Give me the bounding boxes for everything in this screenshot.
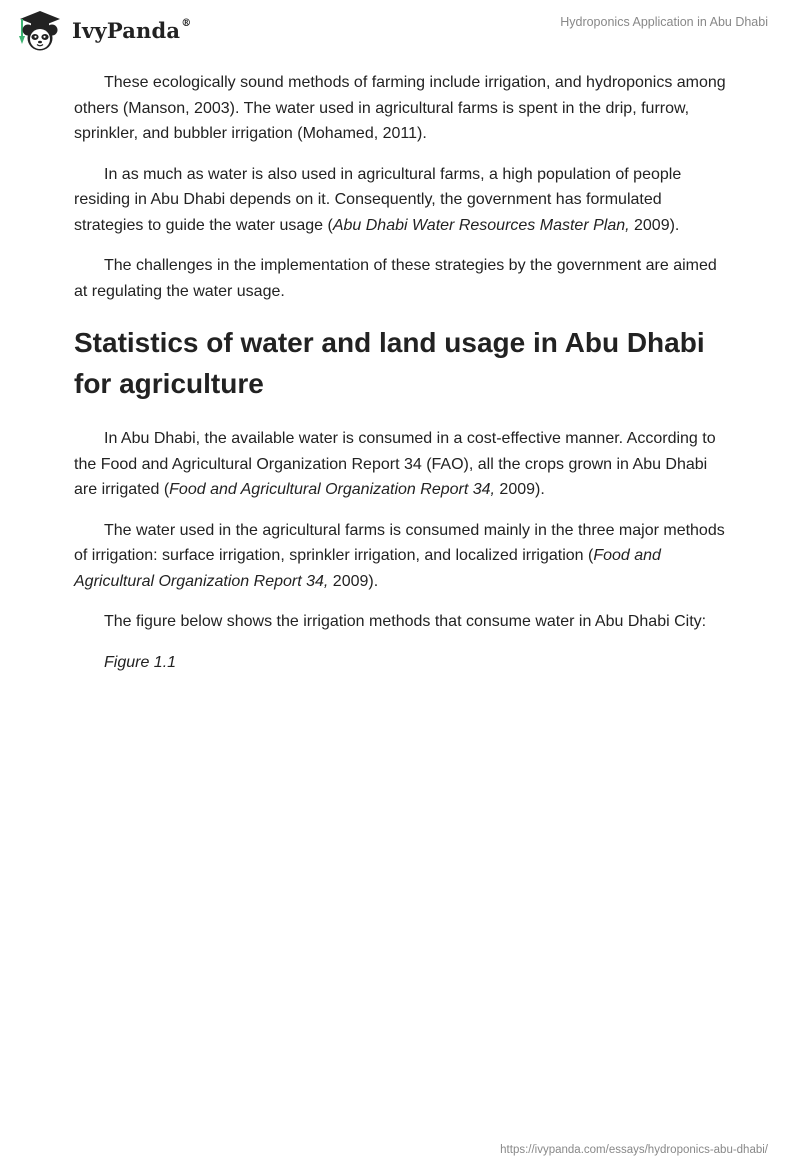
citation-title: Food and Agricultural Organization Report 34, <box>169 481 495 498</box>
paragraph: The water used in the agricultural farms is consumed mainly in the three major methods of irrigation: surface irrigation, sprinkler irrigation, and localized irrigation (Food and Agricultural Organization Report 34, 2009). <box>74 521 725 590</box>
paragraph: In as much as water is also used in agricultural farms, a high population of people residing in Abu Dhabi depends on it. Consequently, the government has formulated strategies to guide the water usage (Abu Dhabi Water Resources Master Plan, 2009). <box>74 165 682 234</box>
registered-mark: ® <box>181 17 192 29</box>
paragraph: In Abu Dhabi, the available water is consumed in a cost-effective manner. According to the Food and Agricultural Organization Report 34 (FAO), all the crops grown in Abu Dhabi are irrigated (Food and Agricultural Organization Report 34, 2009). <box>74 430 716 498</box>
brand-name: IvyPanda® <box>72 17 192 43</box>
paragraph: The figure below shows the irrigation methods that consume water in Abu Dhabi City: <box>104 613 707 630</box>
page-header <box>0 0 800 60</box>
paragraph: These ecologically sound methods of farming include irrigation, and hydroponics among others (Manson, 2003). The water used in agricultural farms is spent in the drip, furrow, sprinkler, and bubbler irrigation (Mohamed, 2011). <box>74 74 726 142</box>
paragraph: The challenges in the implementation of these strategies by the government are aimed at regulating the water usage. <box>74 257 717 300</box>
figure-caption: Figure 1.1 <box>104 653 177 671</box>
section-heading: Statistics of water and land usage in Abu Dhabi for agriculture <box>74 327 705 399</box>
source-url[interactable]: https://ivypanda.com/essays/hydroponics-abu-dhabi/ <box>500 1144 768 1156</box>
running-title: Hydroponics Application in Abu Dhabi <box>560 15 768 29</box>
citation-title: Abu Dhabi Water Resources Master Plan, <box>332 216 630 234</box>
ivypanda-logo[interactable] <box>14 8 191 52</box>
citation-title: Food and Agricultural Organization Report 34, <box>74 547 661 590</box>
panda-graduate-icon <box>14 8 66 52</box>
article-body <box>74 70 734 675</box>
